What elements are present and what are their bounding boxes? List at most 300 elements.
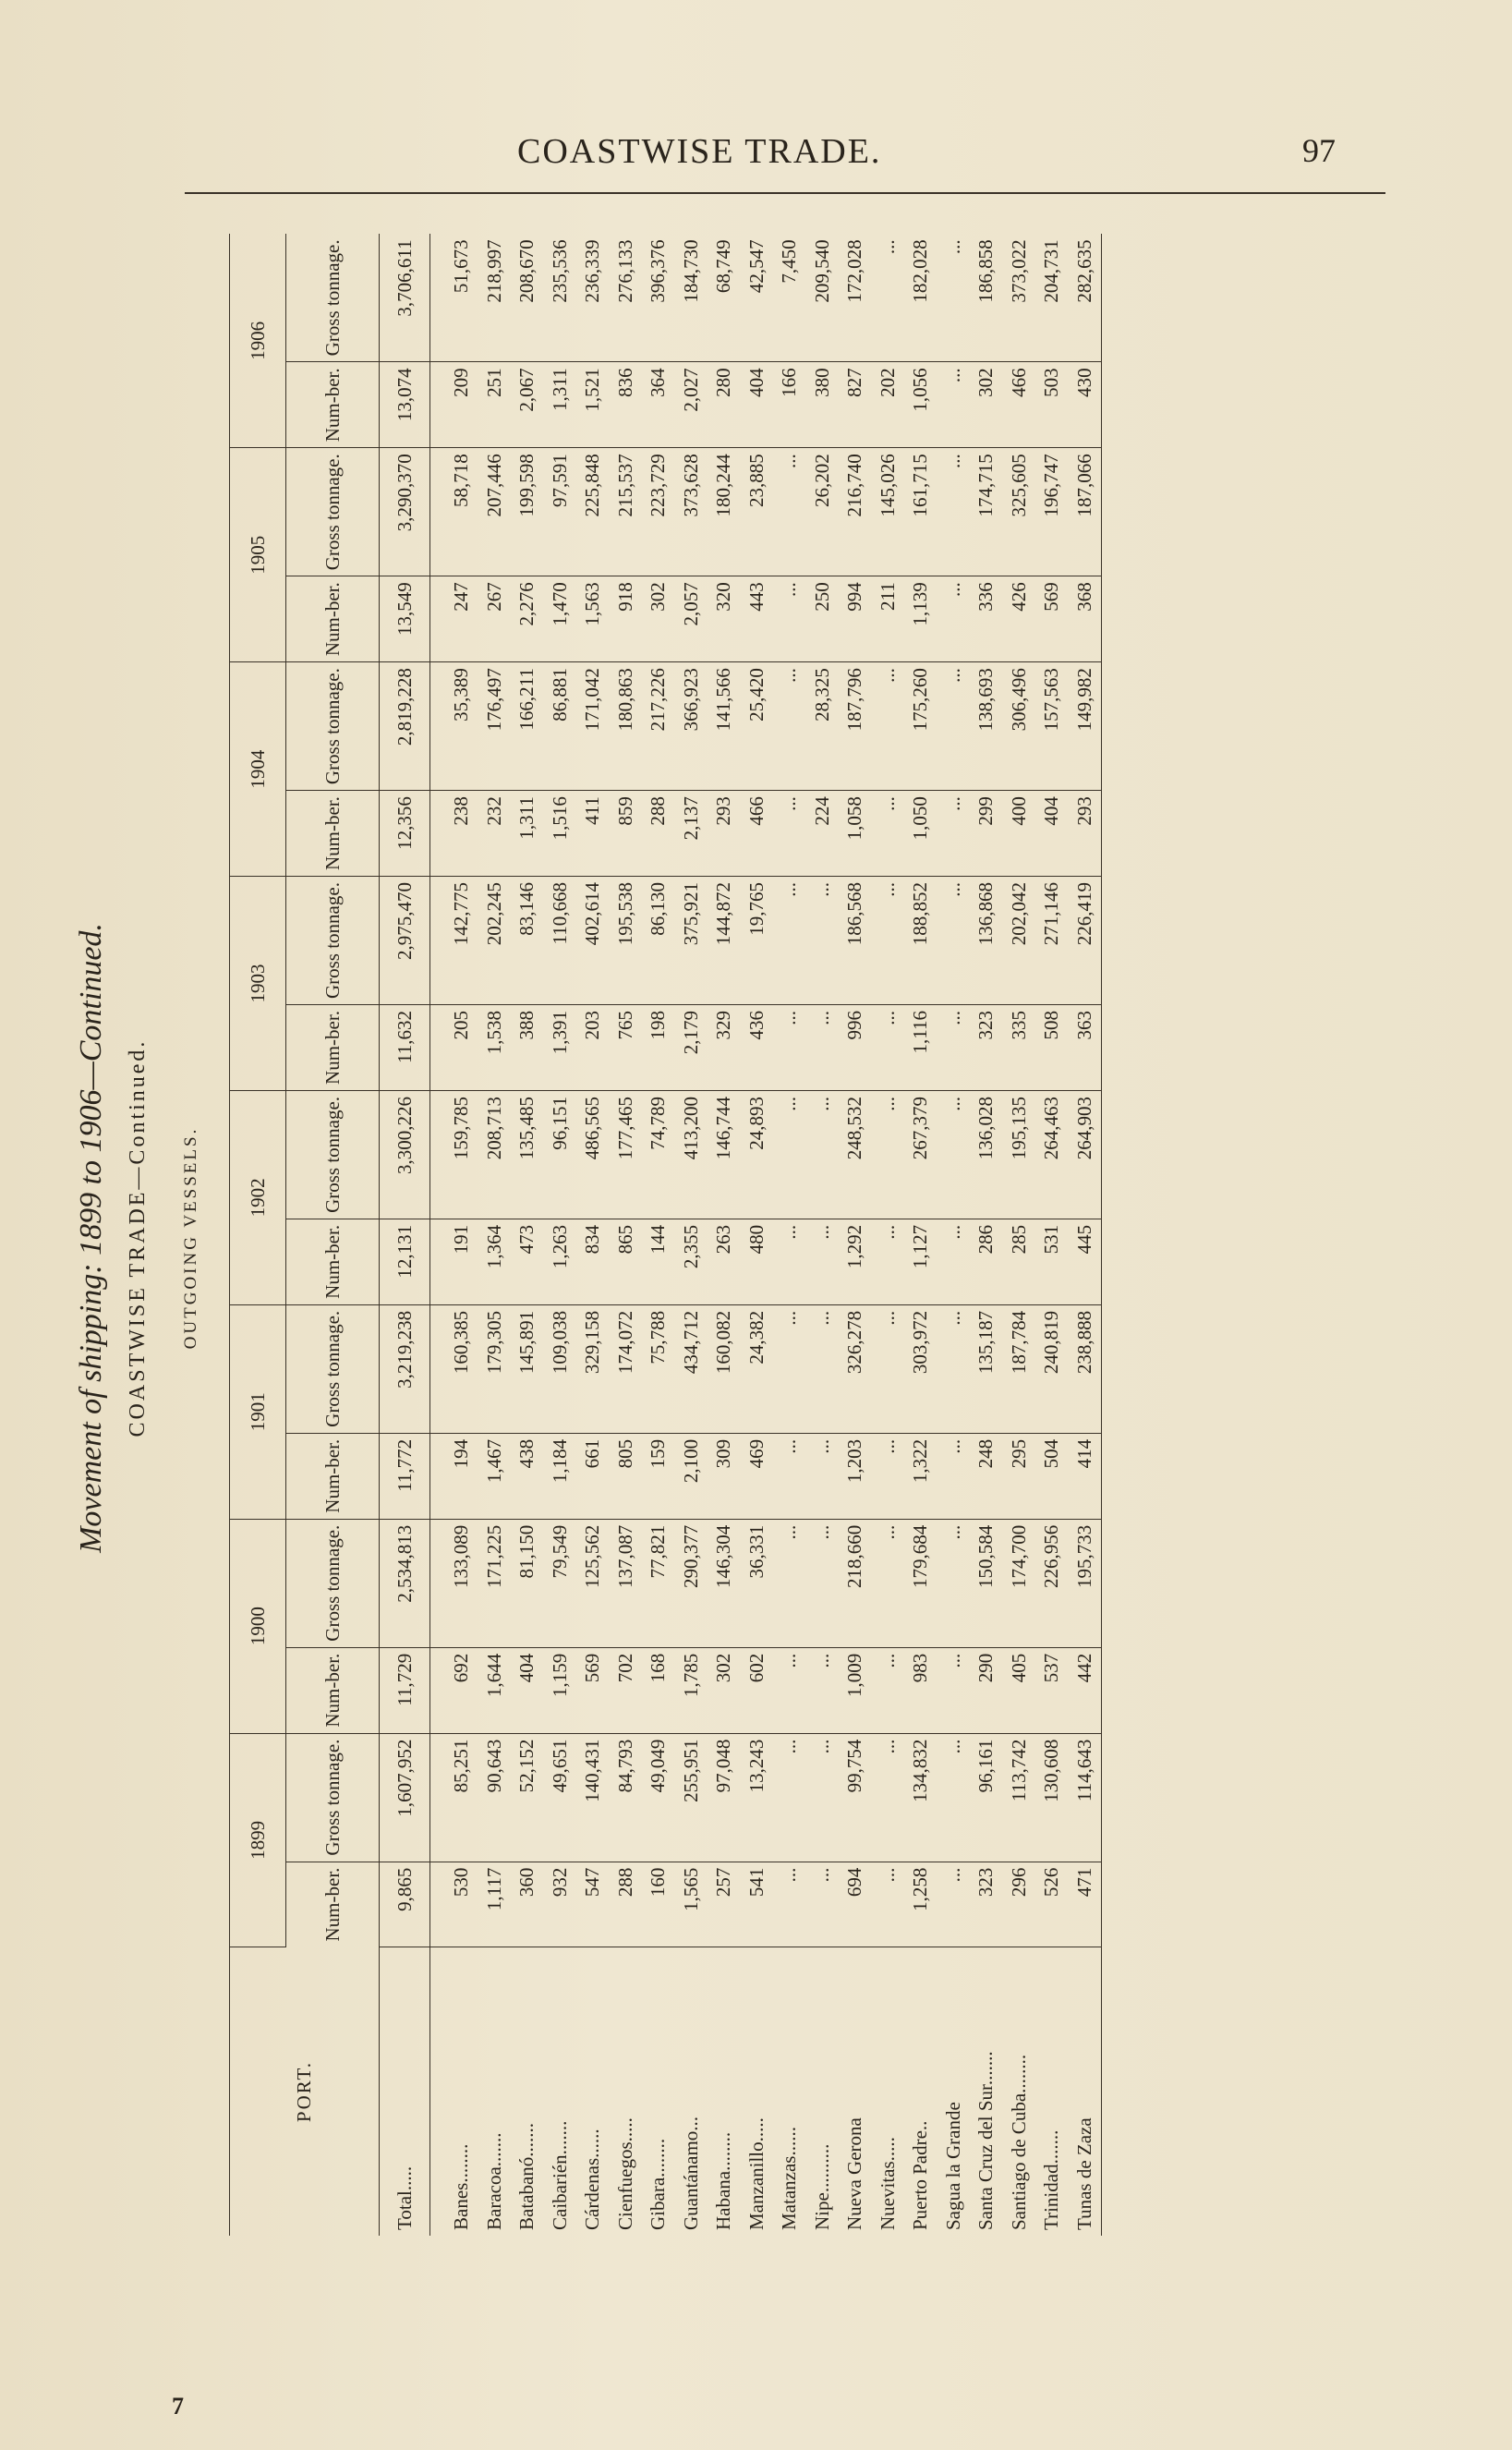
number-column-header: Num-ber.	[286, 1647, 380, 1733]
gross-tonnage-cell: 25,420	[741, 662, 774, 791]
gross-tonnage-cell: ...	[773, 1304, 806, 1433]
vessel-count-cell: ...	[937, 1862, 971, 1947]
gross-tonnage-cell: 135,485	[511, 1090, 544, 1219]
vessel-count-cell: 918	[610, 576, 643, 662]
gross-tonnage-cell: 99,754	[839, 1733, 872, 1862]
total-cell: 3,290,370	[380, 448, 430, 576]
year-header: 1902	[230, 1090, 286, 1304]
tonnage-column-header: Gross tonnage.	[286, 1304, 380, 1433]
vessel-count-cell: 1,263	[544, 1219, 577, 1304]
vessel-count-cell: 400	[1003, 791, 1036, 877]
tonnage-column-header: Gross tonnage.	[286, 234, 380, 361]
gross-tonnage-cell: 264,463	[1035, 1090, 1069, 1219]
vessel-count-cell: 160	[642, 1862, 675, 1947]
gross-tonnage-cell: 19,765	[741, 877, 774, 1005]
vessel-count-cell: 380	[806, 362, 840, 448]
gross-tonnage-cell: ...	[806, 1090, 840, 1219]
total-cell: 11,729	[380, 1647, 430, 1733]
gross-tonnage-cell: 179,684	[904, 1519, 937, 1647]
vessel-count-cell: 1,292	[839, 1219, 872, 1304]
vessel-count-cell: 159	[642, 1433, 675, 1519]
port-name: Matanzas......	[778, 2127, 801, 2230]
vessel-count-cell: 166	[773, 362, 806, 448]
vessel-count-cell: 834	[576, 1219, 610, 1304]
vessel-count-cell: 1,311	[511, 791, 544, 877]
vessel-count-cell: 1,116	[904, 1005, 937, 1091]
gross-tonnage-cell: 187,066	[1069, 448, 1102, 576]
vessel-count-cell: ...	[937, 791, 971, 877]
vessel-count-cell: 1,184	[544, 1433, 577, 1519]
gross-tonnage-cell: ...	[937, 448, 971, 576]
gross-tonnage-cell: 146,744	[708, 1090, 741, 1219]
gross-tonnage-cell: 86,130	[642, 877, 675, 1005]
gross-tonnage-cell: 36,331	[741, 1519, 774, 1647]
gross-tonnage-cell: 130,608	[1035, 1733, 1069, 1862]
gross-tonnage-cell: 264,903	[1069, 1090, 1102, 1219]
vessel-count-cell: 865	[610, 1219, 643, 1304]
gross-tonnage-cell: 434,712	[675, 1304, 708, 1433]
vessel-count-cell: ...	[773, 1647, 806, 1733]
vessel-count-cell: 859	[610, 791, 643, 877]
gross-tonnage-cell: ...	[937, 662, 971, 791]
vessel-count-cell: 932	[544, 1862, 577, 1947]
gross-tonnage-cell: 174,715	[970, 448, 1003, 576]
gross-tonnage-cell: 145,026	[872, 448, 905, 576]
vessel-count-cell: 1,322	[904, 1433, 937, 1519]
vessel-count-cell: 569	[576, 1647, 610, 1733]
total-cell: 9,865	[380, 1862, 430, 1947]
vessel-count-cell: 1,467	[478, 1433, 512, 1519]
gross-tonnage-cell: 413,200	[675, 1090, 708, 1219]
gross-tonnage-cell: 68,749	[708, 234, 741, 361]
year-header: 1903	[230, 877, 286, 1091]
vessel-count-cell: 1,644	[478, 1647, 512, 1733]
gross-tonnage-cell: 195,733	[1069, 1519, 1102, 1647]
total-cell: 1,607,952	[380, 1733, 430, 1862]
gross-tonnage-cell: ...	[937, 1519, 971, 1647]
gross-tonnage-cell: 144,872	[708, 877, 741, 1005]
port-name: Guantánamo...	[679, 2116, 702, 2230]
gross-tonnage-cell: 174,700	[1003, 1519, 1036, 1647]
page-number: 97	[1302, 132, 1336, 169]
shipping-table	[229, 234, 1102, 2236]
gross-tonnage-cell: 171,042	[576, 662, 610, 791]
gross-tonnage-cell: ...	[937, 1304, 971, 1433]
vessel-count-cell: 2,137	[675, 791, 708, 877]
gross-tonnage-cell: 195,538	[610, 877, 643, 1005]
gross-tonnage-cell: 329,158	[576, 1304, 610, 1433]
vessel-count-cell: 1,521	[576, 362, 610, 448]
vessel-count-cell: 257	[708, 1862, 741, 1947]
vessel-count-cell: 996	[839, 1005, 872, 1091]
header-rule	[185, 192, 1385, 194]
gross-tonnage-cell: 160,385	[430, 1304, 478, 1433]
gross-tonnage-cell: ...	[872, 234, 905, 361]
vessel-count-cell: 232	[478, 791, 512, 877]
total-cell: 2,819,228	[380, 662, 430, 791]
vessel-count-cell: 1,050	[904, 791, 937, 877]
vessel-count-cell: 414	[1069, 1433, 1102, 1519]
vessel-count-cell: 323	[970, 1005, 1003, 1091]
vessel-count-cell: 238	[430, 791, 478, 877]
gross-tonnage-cell: 160,082	[708, 1304, 741, 1433]
tonnage-column-header: Gross tonnage.	[286, 1733, 380, 1862]
vessel-count-cell: 1,203	[839, 1433, 872, 1519]
vessel-count-cell: ...	[937, 1219, 971, 1304]
gross-tonnage-cell: 113,742	[1003, 1733, 1036, 1862]
gross-tonnage-cell: 74,789	[642, 1090, 675, 1219]
tonnage-column-header: Gross tonnage.	[286, 448, 380, 576]
gross-tonnage-cell: 35,389	[430, 662, 478, 791]
vessel-count-cell: 1,391	[544, 1005, 577, 1091]
gross-tonnage-cell: 240,819	[1035, 1304, 1069, 1433]
port-name: Nuevitas.....	[876, 2137, 899, 2230]
gross-tonnage-cell: 172,028	[839, 234, 872, 361]
gross-tonnage-cell: 140,431	[576, 1733, 610, 1862]
table-row	[839, 234, 872, 2236]
gross-tonnage-cell: 326,278	[839, 1304, 872, 1433]
year-header: 1905	[230, 448, 286, 662]
table-row	[576, 234, 610, 2236]
total-cell: 3,706,611	[380, 234, 430, 361]
vessel-count-cell: 2,276	[511, 576, 544, 662]
gross-tonnage-cell: 325,605	[1003, 448, 1036, 576]
vessel-count-cell: 285	[1003, 1219, 1036, 1304]
vessel-count-cell: 2,057	[675, 576, 708, 662]
gross-tonnage-cell: 187,784	[1003, 1304, 1036, 1433]
gross-tonnage-cell: ...	[937, 1090, 971, 1219]
gross-tonnage-cell: 97,591	[544, 448, 577, 576]
vessel-count-cell: 1,127	[904, 1219, 937, 1304]
vessel-count-cell: 405	[1003, 1647, 1036, 1733]
vessel-count-cell: 661	[576, 1433, 610, 1519]
gross-tonnage-cell: 204,731	[1035, 234, 1069, 361]
vessel-count-cell: 288	[610, 1862, 643, 1947]
gross-tonnage-cell: 199,598	[511, 448, 544, 576]
vessel-count-cell: 360	[511, 1862, 544, 1947]
vessel-count-cell: 508	[1035, 1005, 1069, 1091]
vessel-count-cell: ...	[773, 1005, 806, 1091]
number-column-header: Num-ber.	[286, 1433, 380, 1519]
vessel-count-cell: 290	[970, 1647, 1003, 1733]
table-row	[675, 234, 708, 2236]
year-header: 1901	[230, 1304, 286, 1519]
gross-tonnage-cell: 159,785	[430, 1090, 478, 1219]
gross-tonnage-cell: ...	[773, 448, 806, 576]
total-cell: 2,534,813	[380, 1519, 430, 1647]
vessel-count-cell: 1,785	[675, 1647, 708, 1733]
vessel-count-cell: 531	[1035, 1219, 1069, 1304]
port-name: Sagua la Grande	[941, 2102, 964, 2230]
total-row	[380, 234, 430, 2236]
gross-tonnage-cell: 96,161	[970, 1733, 1003, 1862]
gross-tonnage-cell: 161,715	[904, 448, 937, 576]
gross-tonnage-cell: 202,042	[1003, 877, 1036, 1005]
gross-tonnage-cell: 180,244	[708, 448, 741, 576]
vessel-count-cell: 541	[741, 1862, 774, 1947]
gross-tonnage-cell: ...	[872, 877, 905, 1005]
total-label: Total.....	[380, 1947, 430, 2237]
vessel-count-cell: 1,159	[544, 1647, 577, 1733]
vessel-count-cell: 1,311	[544, 362, 577, 448]
table-row	[741, 234, 774, 2236]
gross-tonnage-cell: 157,563	[1035, 662, 1069, 791]
gross-tonnage-cell: 77,821	[642, 1519, 675, 1647]
gross-tonnage-cell: 217,226	[642, 662, 675, 791]
gross-tonnage-cell: 86,881	[544, 662, 577, 791]
gross-tonnage-cell: 146,304	[708, 1519, 741, 1647]
vessel-count-cell: 2,027	[675, 362, 708, 448]
vessel-count-cell: 1,563	[576, 576, 610, 662]
vessel-count-cell: 1,139	[904, 576, 937, 662]
vessel-count-cell: 694	[839, 1862, 872, 1947]
vessel-count-cell: 363	[1069, 1005, 1102, 1091]
total-cell: 12,356	[380, 791, 430, 877]
vessel-count-cell: 302	[708, 1647, 741, 1733]
year-header: 1900	[230, 1519, 286, 1733]
vessel-count-cell: 364	[642, 362, 675, 448]
gross-tonnage-cell: ...	[937, 234, 971, 361]
table-row	[642, 234, 675, 2236]
vessel-count-cell: 404	[511, 1647, 544, 1733]
vessel-count-cell: 805	[610, 1433, 643, 1519]
gross-tonnage-cell: 188,852	[904, 877, 937, 1005]
table-row	[970, 234, 1003, 2236]
table-row	[904, 234, 937, 2236]
number-column-header: Num-ber.	[286, 362, 380, 448]
vessel-count-cell: ...	[773, 791, 806, 877]
gross-tonnage-cell: 28,325	[806, 662, 840, 791]
gross-tonnage-cell: 184,730	[675, 234, 708, 361]
vessel-count-cell: 203	[576, 1005, 610, 1091]
vessel-count-cell: 1,364	[478, 1219, 512, 1304]
vessel-count-cell: 411	[576, 791, 610, 877]
total-cell: 2,975,470	[380, 877, 430, 1005]
gross-tonnage-cell: ...	[872, 662, 905, 791]
vessel-count-cell: 248	[970, 1433, 1003, 1519]
gross-tonnage-cell: 42,547	[741, 234, 774, 361]
vessel-count-cell: ...	[773, 1433, 806, 1519]
vessel-count-cell: 335	[1003, 1005, 1036, 1091]
vessel-count-cell: 1,009	[839, 1647, 872, 1733]
year-header-row	[230, 234, 286, 2236]
vessel-count-cell: 1,538	[478, 1005, 512, 1091]
table-row	[430, 234, 478, 2236]
vessel-count-cell: ...	[937, 362, 971, 448]
vessel-count-cell: 438	[511, 1433, 544, 1519]
vessel-count-cell: ...	[937, 576, 971, 662]
vessel-count-cell: 205	[430, 1005, 478, 1091]
vessel-count-cell: 2,179	[675, 1005, 708, 1091]
running-title: COASTWISE TRADE.	[517, 132, 882, 171]
gross-tonnage-cell: 182,028	[904, 234, 937, 361]
vessel-count-cell: 1,470	[544, 576, 577, 662]
gross-tonnage-cell: 225,848	[576, 448, 610, 576]
vessel-count-cell: ...	[872, 791, 905, 877]
gross-tonnage-cell: 271,146	[1035, 877, 1069, 1005]
table-row	[937, 234, 971, 2236]
number-column-header: Num-ber.	[286, 1219, 380, 1304]
gross-tonnage-cell: 133,089	[430, 1519, 478, 1647]
gross-tonnage-cell: 166,211	[511, 662, 544, 791]
gross-tonnage-cell: ...	[806, 877, 840, 1005]
gross-tonnage-cell: 134,832	[904, 1733, 937, 1862]
vessel-count-cell: 426	[1003, 576, 1036, 662]
vessel-count-cell: 198	[642, 1005, 675, 1091]
signature-mark: 7	[172, 2393, 184, 2420]
vessel-count-cell: 202	[872, 362, 905, 448]
port-name: Nipe..........	[810, 2143, 833, 2230]
vessel-count-cell: 430	[1069, 362, 1102, 448]
vessel-count-cell: ...	[806, 1219, 840, 1304]
gross-tonnage-cell: 235,536	[544, 234, 577, 361]
gross-tonnage-cell: 83,146	[511, 877, 544, 1005]
gross-tonnage-cell: ...	[806, 1733, 840, 1862]
vessel-count-cell: 983	[904, 1647, 937, 1733]
gross-tonnage-cell: 208,670	[511, 234, 544, 361]
table-section-label: OUTGOING VESSELS.	[181, 1126, 200, 1350]
tonnage-column-header: Gross tonnage.	[286, 1519, 380, 1647]
vessel-count-cell: 251	[478, 362, 512, 448]
gross-tonnage-cell: 208,713	[478, 1090, 512, 1219]
table-row	[610, 234, 643, 2236]
vessel-count-cell: ...	[806, 1433, 840, 1519]
vessel-count-cell: ...	[872, 1005, 905, 1091]
port-name: Caibarién.......	[548, 2120, 571, 2230]
vessel-count-cell: 836	[610, 362, 643, 448]
gross-tonnage-cell: 195,135	[1003, 1090, 1036, 1219]
gross-tonnage-cell: 366,923	[675, 662, 708, 791]
vessel-count-cell: 299	[970, 791, 1003, 877]
gross-tonnage-cell: 136,868	[970, 877, 1003, 1005]
vessel-count-cell: 469	[741, 1433, 774, 1519]
vessel-count-cell: 293	[708, 791, 741, 877]
gross-tonnage-cell: 13,243	[741, 1733, 774, 1862]
gross-tonnage-cell: 223,729	[642, 448, 675, 576]
subheader-row	[286, 234, 380, 2236]
gross-tonnage-cell: 187,796	[839, 662, 872, 791]
gross-tonnage-cell: 215,537	[610, 448, 643, 576]
gross-tonnage-cell: 402,614	[576, 877, 610, 1005]
gross-tonnage-cell: 373,022	[1003, 234, 1036, 361]
vessel-count-cell: 404	[1035, 791, 1069, 877]
table-subtitle: COASTWISE TRADE—Continued.	[126, 1038, 150, 1437]
total-cell: 12,131	[380, 1219, 430, 1304]
vessel-count-cell: 296	[1003, 1862, 1036, 1947]
table-row	[806, 234, 840, 2236]
gross-tonnage-cell: 373,628	[675, 448, 708, 576]
vessel-count-cell: 466	[741, 791, 774, 877]
vessel-count-cell: 2,100	[675, 1433, 708, 1519]
gross-tonnage-cell: 81,150	[511, 1519, 544, 1647]
total-cell: 11,772	[380, 1433, 430, 1519]
vessel-count-cell: 1,056	[904, 362, 937, 448]
vessel-count-cell: ...	[937, 1005, 971, 1091]
port-name: Manzanillo.....	[744, 2117, 768, 2230]
vessel-count-cell: 547	[576, 1862, 610, 1947]
gross-tonnage-cell: 276,133	[610, 234, 643, 361]
gross-tonnage-cell: 171,225	[478, 1519, 512, 1647]
vessel-count-cell: 2,067	[511, 362, 544, 448]
vessel-count-cell: ...	[872, 1647, 905, 1733]
year-header: 1904	[230, 662, 286, 877]
total-cell: 13,549	[380, 576, 430, 662]
vessel-count-cell: 436	[741, 1005, 774, 1091]
vessel-count-cell: ...	[872, 1219, 905, 1304]
vessel-count-cell: 526	[1035, 1862, 1069, 1947]
port-name: Puerto Padre..	[909, 2120, 932, 2230]
gross-tonnage-cell: 49,651	[544, 1733, 577, 1862]
gross-tonnage-cell: 136,028	[970, 1090, 1003, 1219]
vessel-count-cell: 827	[839, 362, 872, 448]
vessel-count-cell: 2,355	[675, 1219, 708, 1304]
gross-tonnage-cell: 248,532	[839, 1090, 872, 1219]
gross-tonnage-cell: ...	[872, 1733, 905, 1862]
vessel-count-cell: ...	[773, 1862, 806, 1947]
vessel-count-cell: 473	[511, 1219, 544, 1304]
vessel-count-cell: 320	[708, 576, 741, 662]
gross-tonnage-cell: 96,151	[544, 1090, 577, 1219]
gross-tonnage-cell: 110,668	[544, 877, 577, 1005]
gross-tonnage-cell: ...	[773, 1090, 806, 1219]
vessel-count-cell: 404	[741, 362, 774, 448]
gross-tonnage-cell: 236,339	[576, 234, 610, 361]
table-row	[1069, 234, 1102, 2236]
gross-tonnage-cell: 24,893	[741, 1090, 774, 1219]
vessel-count-cell: 168	[642, 1647, 675, 1733]
vessel-count-cell: 209	[430, 362, 478, 448]
tonnage-column-header: Gross tonnage.	[286, 877, 380, 1005]
vessel-count-cell: 1,258	[904, 1862, 937, 1947]
year-header: 1906	[230, 234, 286, 447]
gross-tonnage-cell: 135,187	[970, 1304, 1003, 1433]
gross-tonnage-cell: 23,885	[741, 448, 774, 576]
gross-tonnage-cell: ...	[806, 1519, 840, 1647]
gross-tonnage-cell: 202,245	[478, 877, 512, 1005]
gross-tonnage-cell: 176,497	[478, 662, 512, 791]
gross-tonnage-cell: ...	[937, 1733, 971, 1862]
gross-tonnage-cell: 290,377	[675, 1519, 708, 1647]
vessel-count-cell: 194	[430, 1433, 478, 1519]
vessel-count-cell: 250	[806, 576, 840, 662]
gross-tonnage-cell: 84,793	[610, 1733, 643, 1862]
vessel-count-cell: 504	[1035, 1433, 1069, 1519]
gross-tonnage-cell: 137,087	[610, 1519, 643, 1647]
gross-tonnage-cell: 79,549	[544, 1519, 577, 1647]
gross-tonnage-cell: 97,048	[708, 1733, 741, 1862]
vessel-count-cell: 329	[708, 1005, 741, 1091]
gross-tonnage-cell: 24,382	[741, 1304, 774, 1433]
vessel-count-cell: 569	[1035, 576, 1069, 662]
gross-tonnage-cell: 114,643	[1069, 1733, 1102, 1862]
port-name: Tunas de Zaza	[1072, 2117, 1095, 2230]
vessel-count-cell: 288	[642, 791, 675, 877]
gross-tonnage-cell: 177,465	[610, 1090, 643, 1219]
gross-tonnage-cell: 174,072	[610, 1304, 643, 1433]
table-row	[511, 234, 544, 2236]
gross-tonnage-cell: 218,997	[478, 234, 512, 361]
port-name: Batabanó.......	[515, 2122, 538, 2230]
vessel-count-cell: 692	[430, 1647, 478, 1733]
tonnage-column-header: Gross tonnage.	[286, 662, 380, 791]
gross-tonnage-cell: 52,152	[511, 1733, 544, 1862]
vessel-count-cell: ...	[872, 1433, 905, 1519]
number-column-header: Num-ber.	[286, 576, 380, 662]
gross-tonnage-cell: ...	[806, 1304, 840, 1433]
gross-tonnage-cell: ...	[773, 662, 806, 791]
gross-tonnage-cell: 75,788	[642, 1304, 675, 1433]
gross-tonnage-cell: 267,379	[904, 1090, 937, 1219]
